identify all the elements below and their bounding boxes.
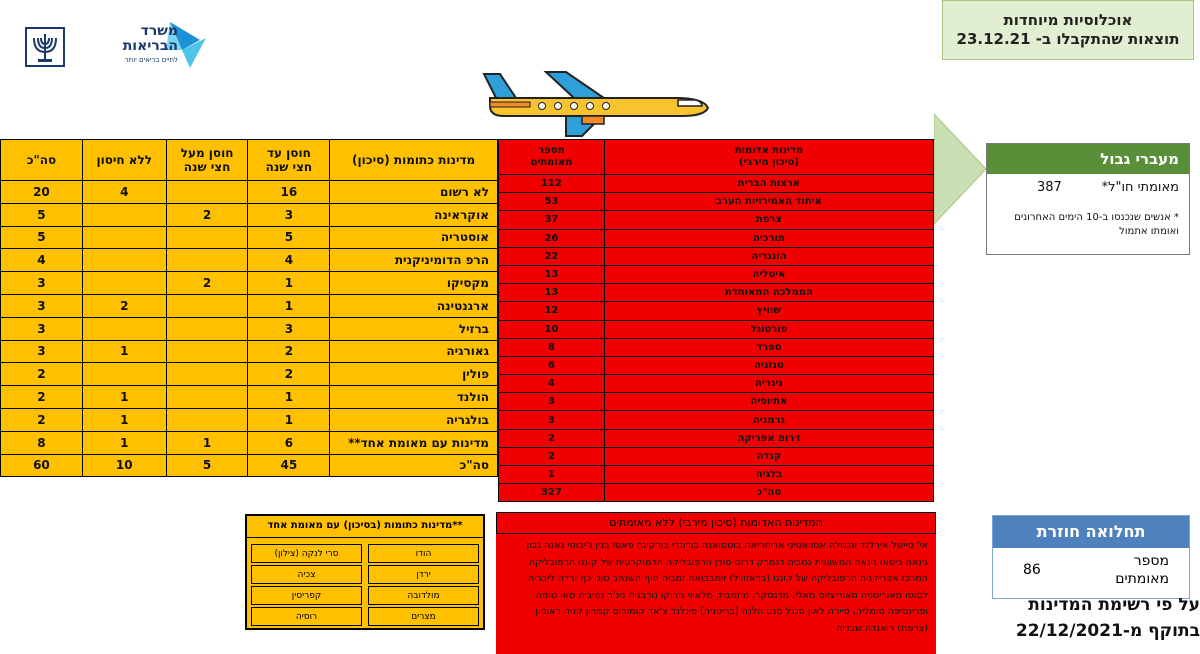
confirmed-count-cell: 12 bbox=[499, 302, 605, 320]
red-country-cell: ספרד bbox=[604, 338, 933, 356]
orange-countries-table bbox=[0, 139, 498, 477]
confirmed-count-cell: 53 bbox=[499, 193, 605, 211]
country-cell: אוקראינה bbox=[330, 203, 498, 226]
unvaccinated-cell bbox=[82, 203, 166, 226]
col-header-upto-half-year: חוסן עד חצי שנה bbox=[248, 140, 330, 181]
table-row bbox=[1, 363, 498, 386]
list-item: מצרים bbox=[368, 607, 479, 626]
table-row bbox=[499, 229, 934, 247]
country-cell: בולגריה bbox=[330, 408, 498, 431]
country-cell: ברזיל bbox=[330, 317, 498, 340]
country-cell: גאורגיה bbox=[330, 340, 498, 363]
col-header-red-country: מדינות אדומות (סיכון מירבי) bbox=[604, 140, 933, 175]
validity-note bbox=[972, 592, 1200, 644]
table-row bbox=[499, 484, 934, 502]
over-half-year-cell bbox=[166, 340, 248, 363]
total-cell: 20 bbox=[1, 181, 83, 204]
table-header-row bbox=[1, 140, 498, 181]
table-row bbox=[499, 284, 934, 302]
validity-line-2: בתוקף מ-22/12/2021 bbox=[1015, 621, 1200, 641]
over-half-year-cell bbox=[166, 317, 248, 340]
unvaccinated-cell: 1 bbox=[82, 408, 166, 431]
table-row bbox=[499, 447, 934, 465]
upto-half-year-cell: 5 bbox=[248, 226, 330, 249]
confirmed-count-cell: 13 bbox=[499, 284, 605, 302]
total-cell: 5 bbox=[1, 203, 83, 226]
list-item: קפריסין bbox=[251, 586, 362, 605]
red-no-confirmed-panel bbox=[496, 512, 936, 654]
over-half-year-cell: 1 bbox=[166, 431, 248, 454]
table-row bbox=[1, 386, 498, 409]
total-cell: 5 bbox=[1, 226, 83, 249]
country-cell: סה"כ bbox=[330, 454, 498, 477]
upto-half-year-cell: 1 bbox=[248, 386, 330, 409]
abroad-note: * אנשים שנכנסו ב-10 הימים האחרונים ואומתו אתמול bbox=[1014, 212, 1179, 237]
red-country-cell: גרמניה bbox=[604, 411, 933, 429]
table-row bbox=[1, 408, 498, 431]
list-item: רוסיה bbox=[251, 607, 362, 626]
over-half-year-cell bbox=[166, 408, 248, 431]
confirmed-count-cell: 2 bbox=[499, 447, 605, 465]
table-header-row bbox=[499, 140, 934, 175]
col-header-unvaccinated: ללא חיסון bbox=[82, 140, 166, 181]
table-row bbox=[1, 294, 498, 317]
table-row bbox=[499, 193, 934, 211]
red-country-cell: ארצות הברית bbox=[604, 175, 933, 193]
table-row bbox=[1, 340, 498, 363]
unvaccinated-cell: 1 bbox=[82, 340, 166, 363]
reinfection-value: 86 bbox=[1023, 562, 1041, 578]
reinfection-label: מספר מאומתים bbox=[1115, 553, 1169, 587]
upto-half-year-cell: 2 bbox=[248, 363, 330, 386]
title-line-1: אוכלוסיות מיוחדות bbox=[1003, 11, 1133, 29]
country-cell: פולין bbox=[330, 363, 498, 386]
total-cell: 3 bbox=[1, 294, 83, 317]
table-row bbox=[499, 320, 934, 338]
list-item: צכיה bbox=[251, 565, 362, 584]
reinfection-panel bbox=[992, 515, 1190, 599]
over-half-year-cell: 2 bbox=[166, 203, 248, 226]
table-row bbox=[499, 265, 934, 283]
unvaccinated-cell bbox=[82, 317, 166, 340]
table-row bbox=[499, 466, 934, 484]
country-cell: מדינות עם מאומת אחד** bbox=[330, 431, 498, 454]
unvaccinated-cell bbox=[82, 272, 166, 295]
confirmed-count-cell: 3 bbox=[499, 411, 605, 429]
country-cell: הולנד bbox=[330, 386, 498, 409]
red-country-cell: טנזניה bbox=[604, 356, 933, 374]
table-row bbox=[499, 211, 934, 229]
single-confirmed-title: **מדינות כתומות (בסיכון) עם מאומת אחד bbox=[247, 516, 483, 538]
total-cell: 3 bbox=[1, 317, 83, 340]
red-country-cell: קנדה bbox=[604, 447, 933, 465]
upto-half-year-cell: 45 bbox=[248, 454, 330, 477]
logo-title: משרד הבריאות bbox=[122, 23, 178, 54]
confirmed-count-cell: 2 bbox=[499, 429, 605, 447]
red-country-cell: איחוד האמירויות הערב bbox=[604, 193, 933, 211]
list-item: הודו bbox=[368, 544, 479, 563]
red-no-confirmed-title: המדינות האדומות (סיכון מירבי) ללא מאומתים bbox=[496, 512, 936, 534]
logo-tagline: לחיים בריאים יותר bbox=[124, 56, 178, 64]
list-item: מולדובה bbox=[368, 586, 479, 605]
red-country-cell: בלגיה bbox=[604, 466, 933, 484]
confirmed-count-cell: 13 bbox=[499, 265, 605, 283]
red-country-cell: איטליה bbox=[604, 265, 933, 283]
table-row bbox=[499, 338, 934, 356]
table-row bbox=[499, 175, 934, 193]
confirmed-count-cell: 1 bbox=[499, 466, 605, 484]
over-half-year-cell bbox=[166, 249, 248, 272]
red-country-cell: פורטוגל bbox=[604, 320, 933, 338]
table-row bbox=[1, 203, 498, 226]
abroad-confirmed-row bbox=[987, 174, 1189, 195]
confirmed-count-cell: 8 bbox=[499, 338, 605, 356]
total-cell: 3 bbox=[1, 272, 83, 295]
confirmed-count-cell: 37 bbox=[499, 211, 605, 229]
country-cell: הרפ הדומיניקנית bbox=[330, 249, 498, 272]
over-half-year-cell bbox=[166, 181, 248, 204]
abroad-confirmed-label: מאומתי חו"ל* bbox=[1101, 180, 1179, 195]
over-half-year-cell bbox=[166, 294, 248, 317]
confirmed-count-cell: 22 bbox=[499, 247, 605, 265]
red-country-cell: דרום אפריקה bbox=[604, 429, 933, 447]
list-item: סרי לנקה (צילון) bbox=[251, 544, 362, 563]
table-row bbox=[1, 181, 498, 204]
page-title bbox=[942, 0, 1194, 60]
airplane-icon bbox=[482, 68, 712, 138]
upto-half-year-cell: 1 bbox=[248, 294, 330, 317]
confirmed-count-cell: 3 bbox=[499, 393, 605, 411]
red-country-cell: צרפת bbox=[604, 211, 933, 229]
reinfection-title: תחלואה חוזרת bbox=[993, 516, 1189, 548]
table-row bbox=[1, 226, 498, 249]
abroad-confirmed-value: 387 bbox=[1037, 180, 1062, 195]
unvaccinated-cell: 4 bbox=[82, 181, 166, 204]
table-row bbox=[499, 302, 934, 320]
total-cell: 8 bbox=[1, 431, 83, 454]
red-country-cell: הממלכה המאוחדת bbox=[604, 284, 933, 302]
confirmed-count-cell: 327 bbox=[499, 484, 605, 502]
upto-half-year-cell: 16 bbox=[248, 181, 330, 204]
col-header-total: סה"כ bbox=[1, 140, 83, 181]
arrow-shape bbox=[934, 114, 986, 224]
unvaccinated-cell: 10 bbox=[82, 454, 166, 477]
unvaccinated-cell: 2 bbox=[82, 294, 166, 317]
unvaccinated-cell: 1 bbox=[82, 431, 166, 454]
upto-half-year-cell: 1 bbox=[248, 408, 330, 431]
over-half-year-cell bbox=[166, 363, 248, 386]
total-cell: 2 bbox=[1, 408, 83, 431]
unvaccinated-cell bbox=[82, 363, 166, 386]
table-row bbox=[499, 247, 934, 265]
single-confirmed-list bbox=[247, 538, 483, 626]
confirmed-count-cell: 6 bbox=[499, 356, 605, 374]
unvaccinated-cell bbox=[82, 249, 166, 272]
col-header-over-half-year: חוסן מעל חצי שנה bbox=[166, 140, 248, 181]
table-row bbox=[1, 249, 498, 272]
red-country-cell: הונגריה bbox=[604, 247, 933, 265]
table-row bbox=[1, 317, 498, 340]
confirmed-count-cell: 26 bbox=[499, 229, 605, 247]
red-no-confirmed-text: אי' סיישל אירלנד אנגולה אסוואטיני אריתריאה בוטסואנה בורונדי בורקינה פאסו בנין ג'יבוטי גאנה גבון גינאה ביסאו גינאה המשוונית גמביה דנמרק דרום סודן הרפובליקה הדמוקרטית של קונגו הרפובליקה המרכז אפריקנית הרפובליקה של קונגו (בראזוויל) זימבבואה זמביה חוף השנהב טוגו כף ורדה ליבריה לסוטו מאוריטניה מאוריציוס מאלי, מדגסקר, מוזמביק מלאווי מרוקו נורבגיה ניג'ר נמיביה סאו טומה ופרינסיפה סומליה, סיירה לאון סנגל סנט הלנה (בריטניה) פינלנד צ'אד קומורוס קמרון קניה ראוניון (צרפת) רואנדה שבדיה bbox=[526, 540, 928, 634]
over-half-year-cell bbox=[166, 226, 248, 249]
table-row bbox=[499, 411, 934, 429]
validity-line-1: על פי רשימת המדינות bbox=[1028, 595, 1200, 615]
upto-half-year-cell: 3 bbox=[248, 203, 330, 226]
border-crossings-title: מעברי גבול bbox=[987, 144, 1189, 174]
country-cell: ארגנטינה bbox=[330, 294, 498, 317]
confirmed-count-cell: 10 bbox=[499, 320, 605, 338]
total-cell: 4 bbox=[1, 249, 83, 272]
total-cell: 60 bbox=[1, 454, 83, 477]
confirmed-count-cell: 4 bbox=[499, 375, 605, 393]
red-country-cell: אתיופיה bbox=[604, 393, 933, 411]
col-header-confirmed-count: מספר מאומתים bbox=[499, 140, 605, 175]
red-country-cell: ניגריה bbox=[604, 375, 933, 393]
border-crossings-panel bbox=[986, 143, 1190, 255]
table-row bbox=[1, 431, 498, 454]
ministry-logo bbox=[100, 20, 210, 72]
unvaccinated-cell bbox=[82, 226, 166, 249]
total-cell: 2 bbox=[1, 386, 83, 409]
upto-half-year-cell: 6 bbox=[248, 431, 330, 454]
menorah-icon bbox=[24, 26, 66, 68]
over-half-year-cell: 5 bbox=[166, 454, 248, 477]
table-row bbox=[1, 454, 498, 477]
upto-half-year-cell: 4 bbox=[248, 249, 330, 272]
table-row bbox=[499, 393, 934, 411]
table-row bbox=[499, 356, 934, 374]
table-row bbox=[499, 375, 934, 393]
over-half-year-cell: 2 bbox=[166, 272, 248, 295]
col-header-country: מדינות כתומות (סיכון) bbox=[330, 140, 498, 181]
red-country-cell: סה"כ bbox=[604, 484, 933, 502]
country-cell: לא רשום bbox=[330, 181, 498, 204]
total-cell: 3 bbox=[1, 340, 83, 363]
list-item: ירדן bbox=[368, 565, 479, 584]
over-half-year-cell bbox=[166, 386, 248, 409]
table-row bbox=[1, 272, 498, 295]
upto-half-year-cell: 1 bbox=[248, 272, 330, 295]
single-confirmed-countries-panel bbox=[245, 514, 485, 630]
reinfection-row bbox=[993, 548, 1189, 588]
upto-half-year-cell: 2 bbox=[248, 340, 330, 363]
red-country-cell: תורכיה bbox=[604, 229, 933, 247]
confirmed-count-cell: 112 bbox=[499, 175, 605, 193]
country-cell: מקסיקו bbox=[330, 272, 498, 295]
table-row bbox=[499, 429, 934, 447]
title-line-2: תוצאות שהתקבלו ב- 23.12.21 bbox=[956, 30, 1180, 48]
country-cell: אוסטריה bbox=[330, 226, 498, 249]
upto-half-year-cell: 3 bbox=[248, 317, 330, 340]
unvaccinated-cell: 1 bbox=[82, 386, 166, 409]
total-cell: 2 bbox=[1, 363, 83, 386]
red-countries-table bbox=[498, 139, 934, 502]
red-country-cell: שוויץ bbox=[604, 302, 933, 320]
